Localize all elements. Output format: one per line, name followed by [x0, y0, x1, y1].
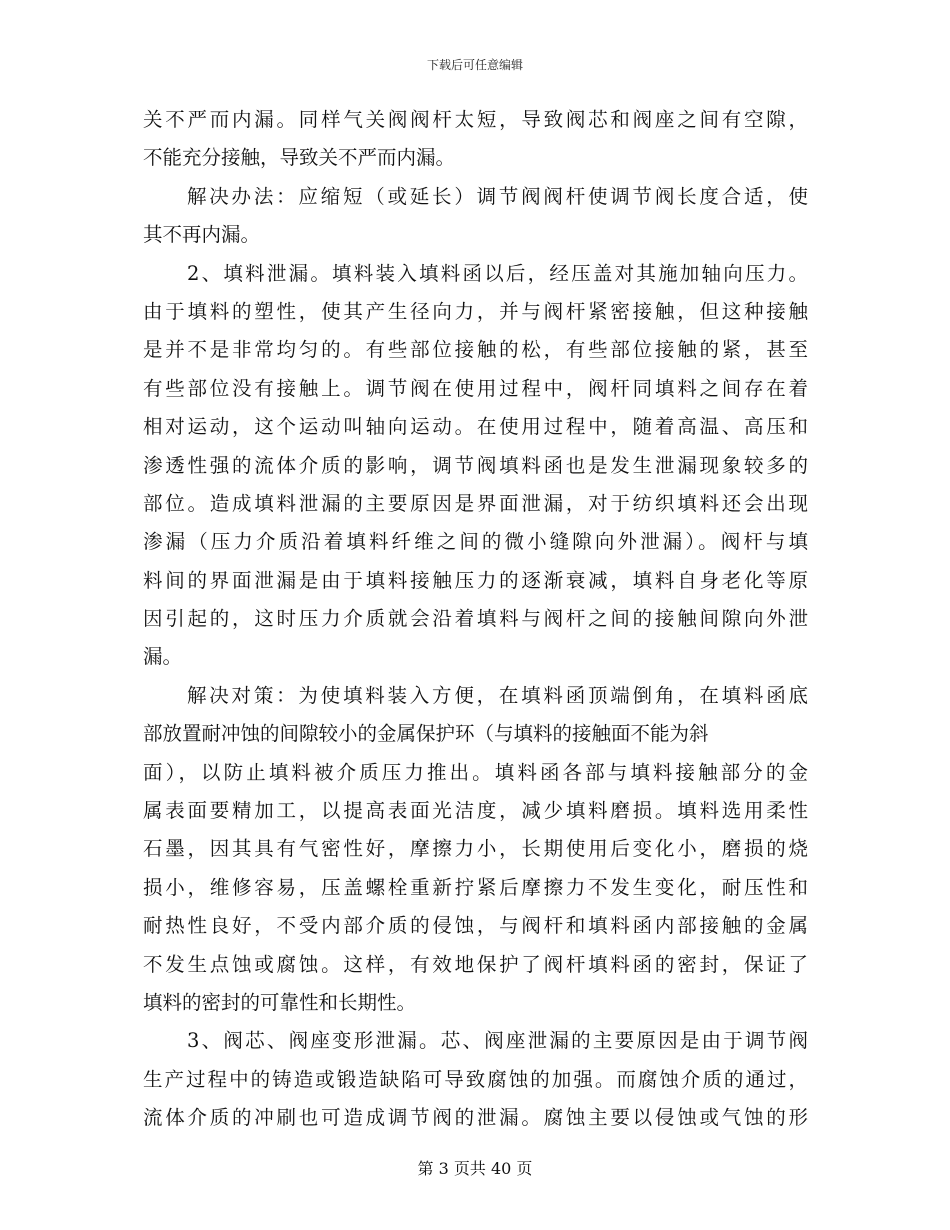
text-line-12: 渗漏（压力介质沿着填料纤维之间的微小缝隙向外泄漏）。阀杆与填 — [143, 530, 808, 554]
text-line-9: 相对运动，这个运动叫轴向运动。在使用过程中，随着高温、高压和 — [143, 415, 808, 439]
text-line-15: 漏。 — [143, 645, 183, 669]
page-footer: 第 3 页共 40 页 — [417, 1159, 533, 1178]
text-line-27: 流体介质的冲刷也可造成调节阀的泄漏。腐蚀主要以侵蚀或气蚀的形 — [143, 1106, 808, 1130]
text-line-8: 有些部位没有接触上。调节阀在使用过程中，阀杆同填料之间存在着 — [143, 376, 808, 400]
text-line-1: 关不严而内漏。同样气关阀阀杆太短，导致阀芯和阀座之间有空隙， — [143, 108, 808, 131]
text-line-2: 不能充分接触，导致关不严而内漏。 — [143, 146, 456, 170]
page-header: 下载后可任意编辑 — [426, 58, 523, 72]
text-line-18: 面），以防止填料被介质压力推出。填料函各部与填料接触部分的金 — [143, 760, 808, 784]
text-line-7: 是并不是非常均匀的。有些部位接触的松，有些部位接触的紧，甚至 — [143, 338, 808, 362]
text-line-19: 属表面要精加工，以提高表面光洁度，减少填料磨损。填料选用柔性 — [143, 799, 808, 823]
text-line-4: 其不再内漏。 — [143, 223, 261, 247]
text-line-21: 损小，维修容易，压盖螺栓重新拧紧后摩擦力不发生变化，耐压性和 — [143, 875, 808, 899]
text-line-3: 解决办法：应缩短（或延长）调节阀阀杆使调节阀长度合适，使 — [187, 184, 808, 208]
text-line-13: 料间的界面泄漏是由于填料接触压力的逐渐衰减，填料自身老化等原 — [143, 568, 808, 592]
text-line-20: 石墨，因其具有气密性好，摩擦力小，长期使用后变化小，磨损的烧 — [143, 837, 808, 861]
text-line-5: 2、填料泄漏。填料装入填料函以后，经压盖对其施加轴向压力。 — [187, 261, 808, 285]
text-line-14: 因引起的，这时压力介质就会沿着填料与阀杆之间的接触间隙向外泄 — [143, 607, 808, 631]
text-line-17: 部放置耐冲蚀的间隙较小的金属保护环（与填料的接触面不能为斜 — [143, 722, 709, 746]
text-line-11: 部位。造成填料泄漏的主要原因是界面泄漏，对于纺织填料还会出现 — [143, 491, 808, 515]
text-line-25: 3、阀芯、阀座变形泄漏。芯、阀座泄漏的主要原因是由于调节阀 — [187, 1029, 808, 1053]
text-line-26: 生产过程中的铸造或锻造缺陷可导致腐蚀的加强。而腐蚀介质的通过， — [143, 1067, 808, 1091]
text-line-16: 解决对策：为使填料装入方便，在填料函顶端倒角，在填料函底 — [187, 683, 808, 707]
text-line-10: 渗透性强的流体介质的影响，调节阀填料函也是发生泄漏现象较多的 — [143, 453, 808, 477]
document-body — [143, 101, 808, 1138]
text-line-6: 由于填料的塑性，使其产生径向力，并与阀杆紧密接触，但这种接触 — [143, 299, 808, 323]
text-line-22: 耐热性良好，不受内部介质的侵蚀，与阀杆和填料函内部接触的金属 — [143, 914, 808, 938]
text-line-23: 不发生点蚀或腐蚀。这样，有效地保护了阀杆填料函的密封，保证了 — [143, 952, 808, 976]
text-line-24: 填料的密封的可靠性和长期性。 — [143, 990, 417, 1014]
